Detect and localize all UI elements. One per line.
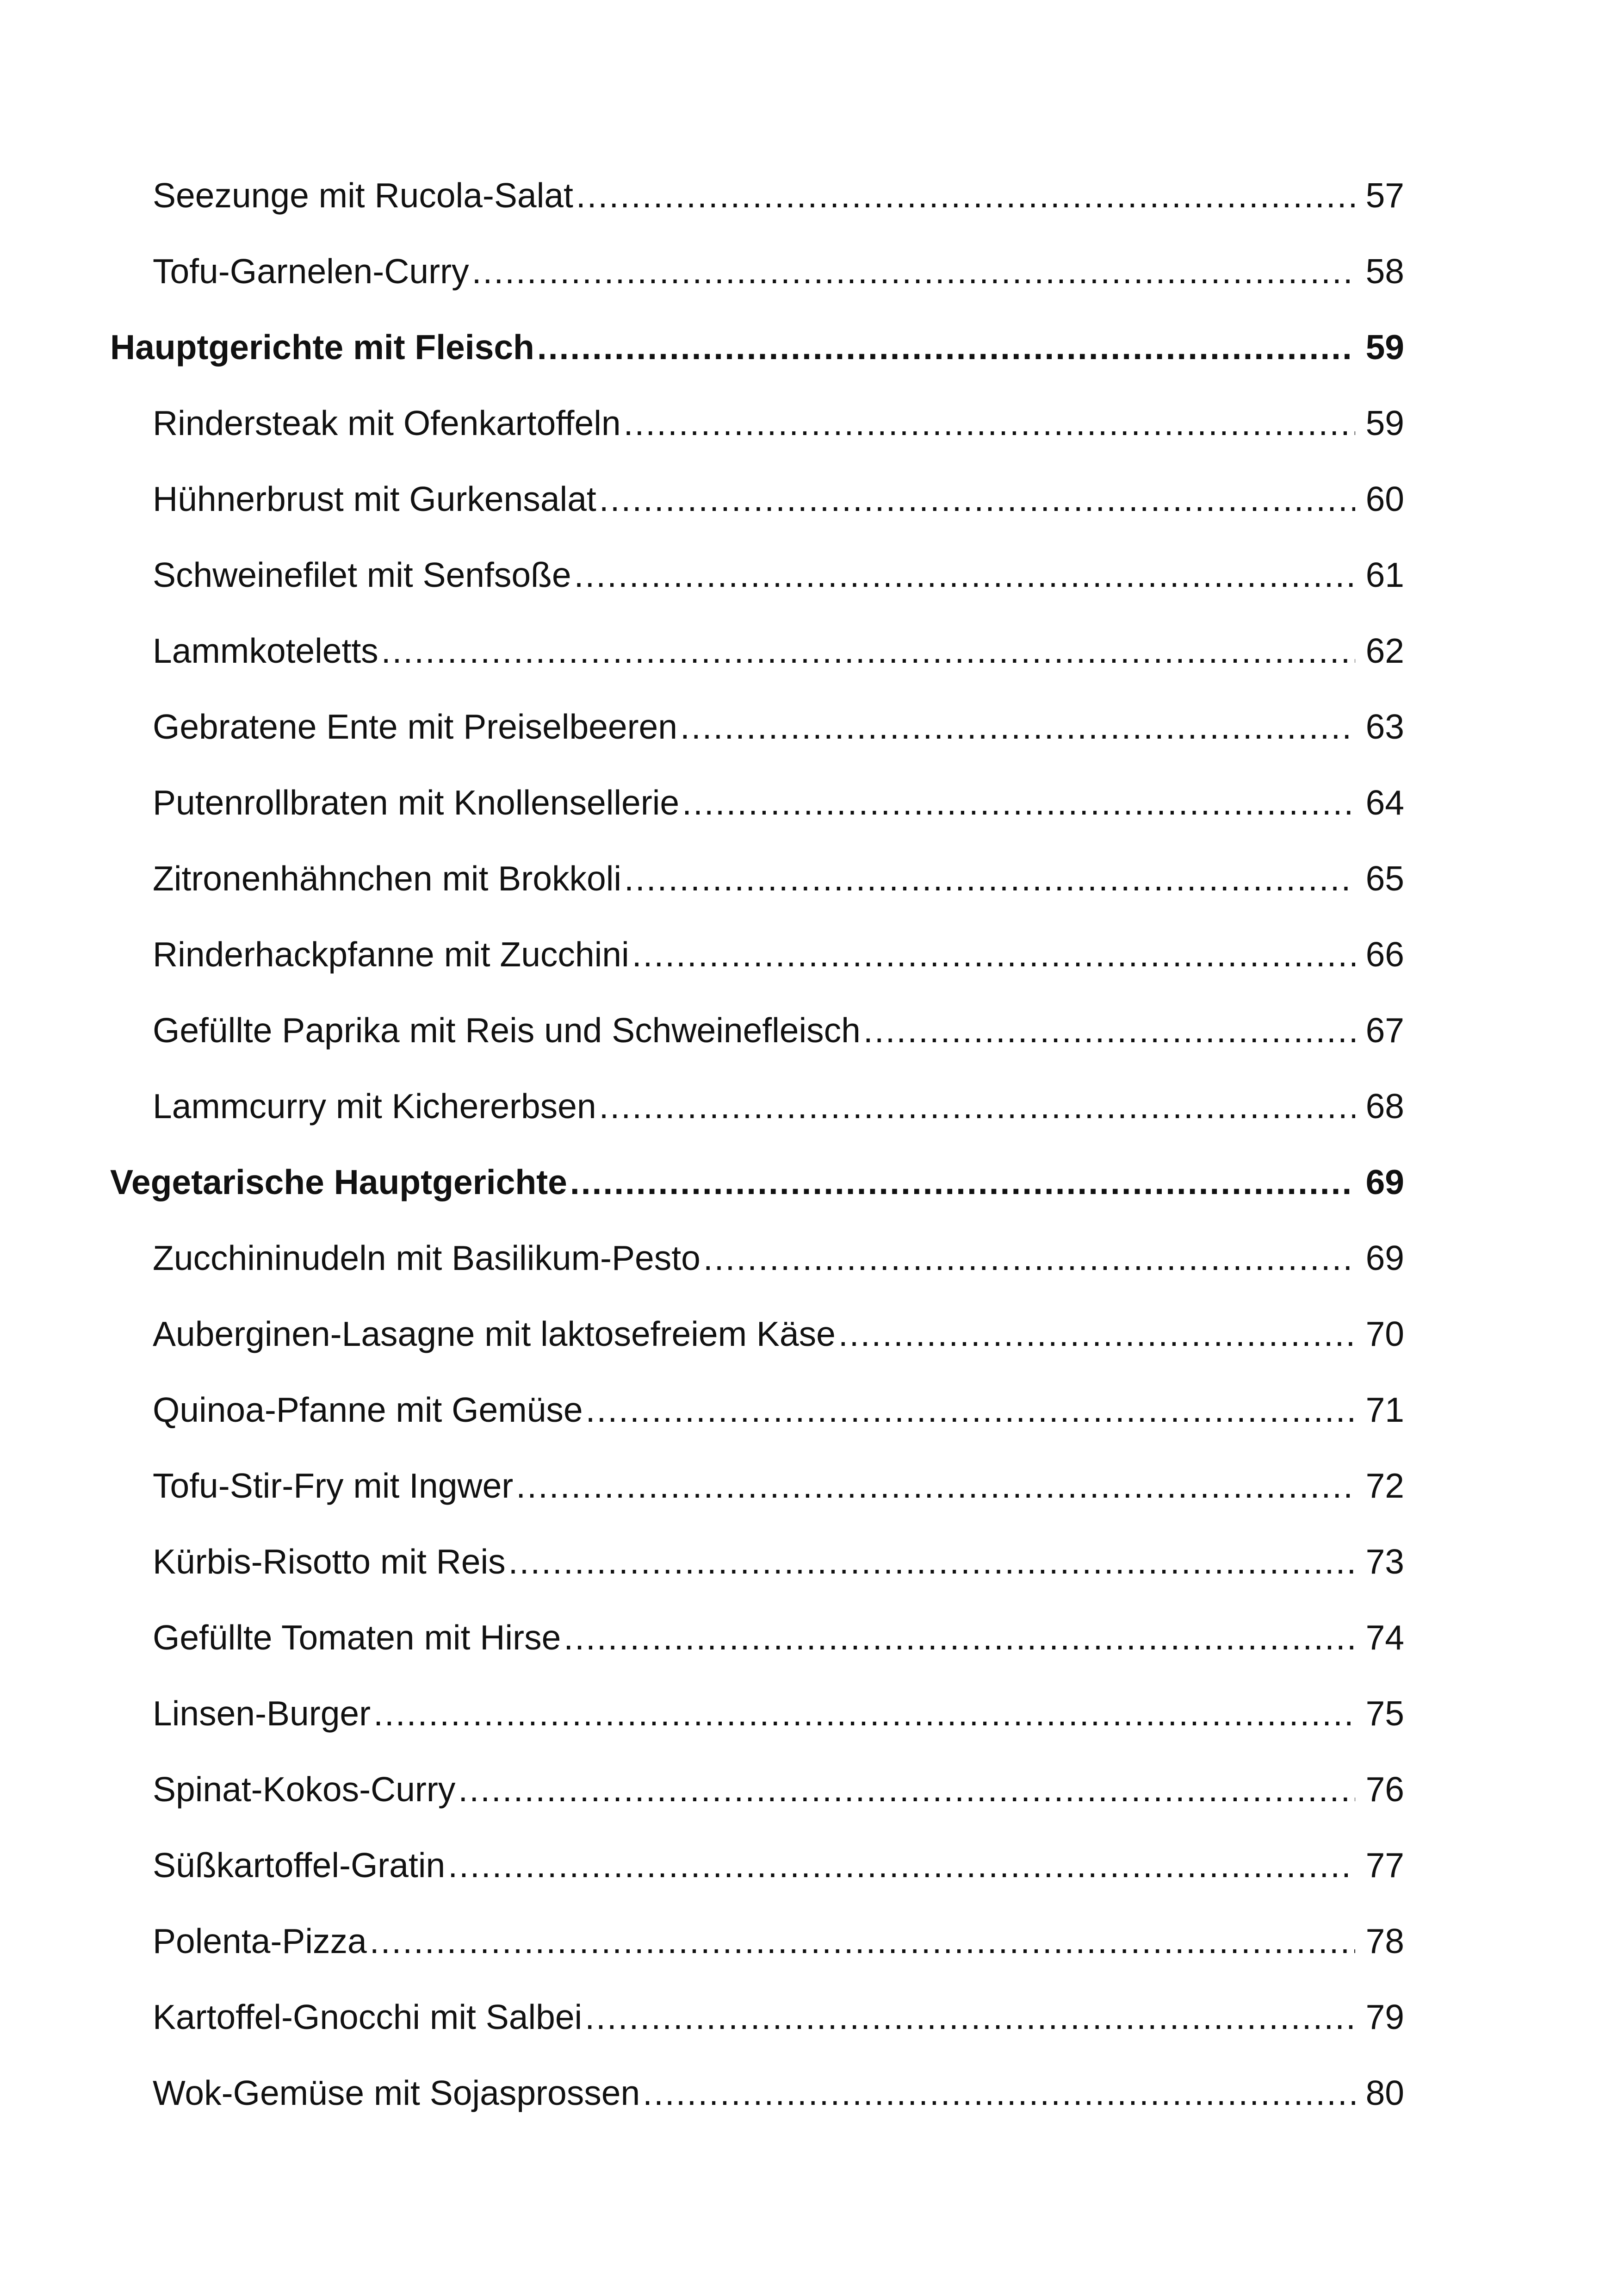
toc-entry-title: Rinderhackpfanne mit Zucchini [153,935,629,974]
toc-entry[interactable] [110,689,1404,765]
toc-entry-title: Lammkoteletts [153,631,378,670]
toc-entry[interactable] [110,157,1404,233]
toc-entry[interactable] [110,1599,1404,1675]
toc-entry-title: Quinoa-Pfanne mit Gemüse [153,1390,583,1429]
toc-entry[interactable] [110,461,1404,537]
toc-entry-page-number: 68 [1365,1087,1404,1126]
toc-entry-page-number: 59 [1365,404,1404,442]
toc-entry-title: Süßkartoffel-Gratin [153,1846,446,1885]
toc-entry-title: Polenta-Pizza [153,1922,367,1960]
toc-entry-title: Wok-Gemüse mit Sojasprossen [153,2073,640,2112]
toc-entry-page-number: 60 [1365,479,1404,518]
toc-entry-page-number: 76 [1365,1770,1404,1809]
toc-entry[interactable] [110,1827,1404,1903]
toc-entry-page-number: 77 [1365,1846,1404,1885]
toc-entry-title: Rindersteak mit Ofenkartoffeln [153,404,621,442]
toc-entry-page-number: 61 [1365,555,1404,594]
toc-entry-page-number: 57 [1365,176,1404,215]
toc-entry[interactable] [110,233,1404,309]
toc-entry-title: Zucchininudeln mit Basilikum-Pesto [153,1238,701,1277]
dot-leader [643,2076,1355,2110]
toc-entry-title: Hauptgerichte mit Fleisch [110,328,534,367]
toc-entry-page-number: 74 [1365,1618,1404,1657]
toc-entry[interactable] [110,613,1404,689]
toc-entry[interactable] [110,765,1404,840]
toc-entry-title: Kürbis-Risotto mit Reis [153,1542,506,1581]
toc-entry-page-number: 75 [1365,1694,1404,1733]
toc-entry-title: Tofu-Garnelen-Curry [153,252,469,291]
toc-section-heading[interactable] [110,309,1404,385]
dot-leader [472,254,1355,289]
toc-entry-page-number: 71 [1365,1390,1404,1429]
toc-entry[interactable] [110,1979,1404,2055]
dot-leader [508,1544,1355,1579]
toc-entry-title: Gefüllte Tomaten mit Hirse [153,1618,561,1657]
dot-leader [564,1620,1355,1655]
toc-entry-page-number: 79 [1365,1997,1404,2036]
toc-entry-title: Kartoffel-Gnocchi mit Salbei [153,1997,583,2036]
toc-entry[interactable] [110,916,1404,992]
toc-entry-page-number: 73 [1365,1542,1404,1581]
dot-leader [373,1696,1355,1731]
dot-leader [632,937,1355,972]
toc-entry-page-number: 80 [1365,2073,1404,2112]
toc-entry[interactable] [110,2055,1404,2131]
dot-leader [570,1165,1355,1200]
dot-leader [838,1317,1355,1351]
dot-leader [682,785,1355,820]
dot-leader [585,2000,1355,2035]
table-of-contents [110,157,1404,2131]
toc-entry[interactable] [110,1372,1404,1448]
dot-leader [703,1241,1355,1276]
toc-entry-page-number: 64 [1365,783,1404,822]
toc-entry[interactable] [110,1220,1404,1296]
dot-leader [381,634,1355,668]
toc-entry-page-number: 78 [1365,1922,1404,1960]
dot-leader [624,861,1355,896]
toc-entry-page-number: 63 [1365,707,1404,746]
dot-leader [448,1848,1355,1883]
toc-entry-page-number: 66 [1365,935,1404,974]
toc-entry-page-number: 62 [1365,631,1404,670]
toc-entry-title: Seezunge mit Rucola-Salat [153,176,573,215]
toc-entry-title: Gefüllte Paprika mit Reis und Schweinefleisch [153,1011,861,1050]
dot-leader [370,1924,1355,1959]
toc-entry-page-number: 70 [1365,1314,1404,1353]
toc-entry-title: Linsen-Burger [153,1694,371,1733]
dot-leader [863,1013,1355,1048]
toc-entry-page-number: 67 [1365,1011,1404,1050]
toc-entry[interactable] [110,1068,1404,1144]
dot-leader [576,178,1355,213]
toc-entry-title: Tofu-Stir-Fry mit Ingwer [153,1466,514,1505]
toc-entry-page-number: 69 [1365,1238,1404,1277]
dot-leader [599,1089,1355,1124]
toc-entry-title: Hühnerbrust mit Gurkensalat [153,479,596,518]
dot-leader [624,406,1355,441]
toc-entry[interactable] [110,1751,1404,1827]
dot-leader [516,1468,1355,1503]
toc-entry-page-number: 72 [1365,1466,1404,1505]
toc-entry-title: Auberginen-Lasagne mit laktosefreiem Käse [153,1314,836,1353]
toc-entry[interactable] [110,992,1404,1068]
toc-entry-title: Lammcurry mit Kichererbsen [153,1087,596,1126]
toc-entry-title: Vegetarische Hauptgerichte [110,1163,567,1201]
dot-leader [574,558,1355,592]
toc-entry-page-number: 58 [1365,252,1404,291]
dot-leader [537,330,1355,365]
toc-entry-title: Schweinefilet mit Senfsoße [153,555,571,594]
toc-entry[interactable] [110,1448,1404,1524]
dot-leader [599,482,1355,516]
toc-section-heading[interactable] [110,1144,1404,1220]
toc-entry[interactable] [110,1524,1404,1599]
toc-entry-title: Zitronenhähnchen mit Brokkoli [153,859,622,898]
toc-entry[interactable] [110,1296,1404,1372]
toc-entry-page-number: 59 [1365,328,1404,367]
dot-leader [680,709,1355,744]
toc-entry-page-number: 65 [1365,859,1404,898]
toc-entry[interactable] [110,840,1404,916]
dot-leader [586,1393,1355,1427]
toc-entry[interactable] [110,537,1404,613]
dot-leader [458,1772,1355,1807]
toc-entry-title: Spinat-Kokos-Curry [153,1770,456,1809]
toc-entry[interactable] [110,385,1404,461]
toc-entry[interactable] [110,1903,1404,1979]
toc-entry[interactable] [110,1675,1404,1751]
toc-entry-title: Putenrollbraten mit Knollensellerie [153,783,680,822]
toc-entry-title: Gebratene Ente mit Preiselbeeren [153,707,677,746]
toc-entry-page-number: 69 [1365,1163,1404,1201]
